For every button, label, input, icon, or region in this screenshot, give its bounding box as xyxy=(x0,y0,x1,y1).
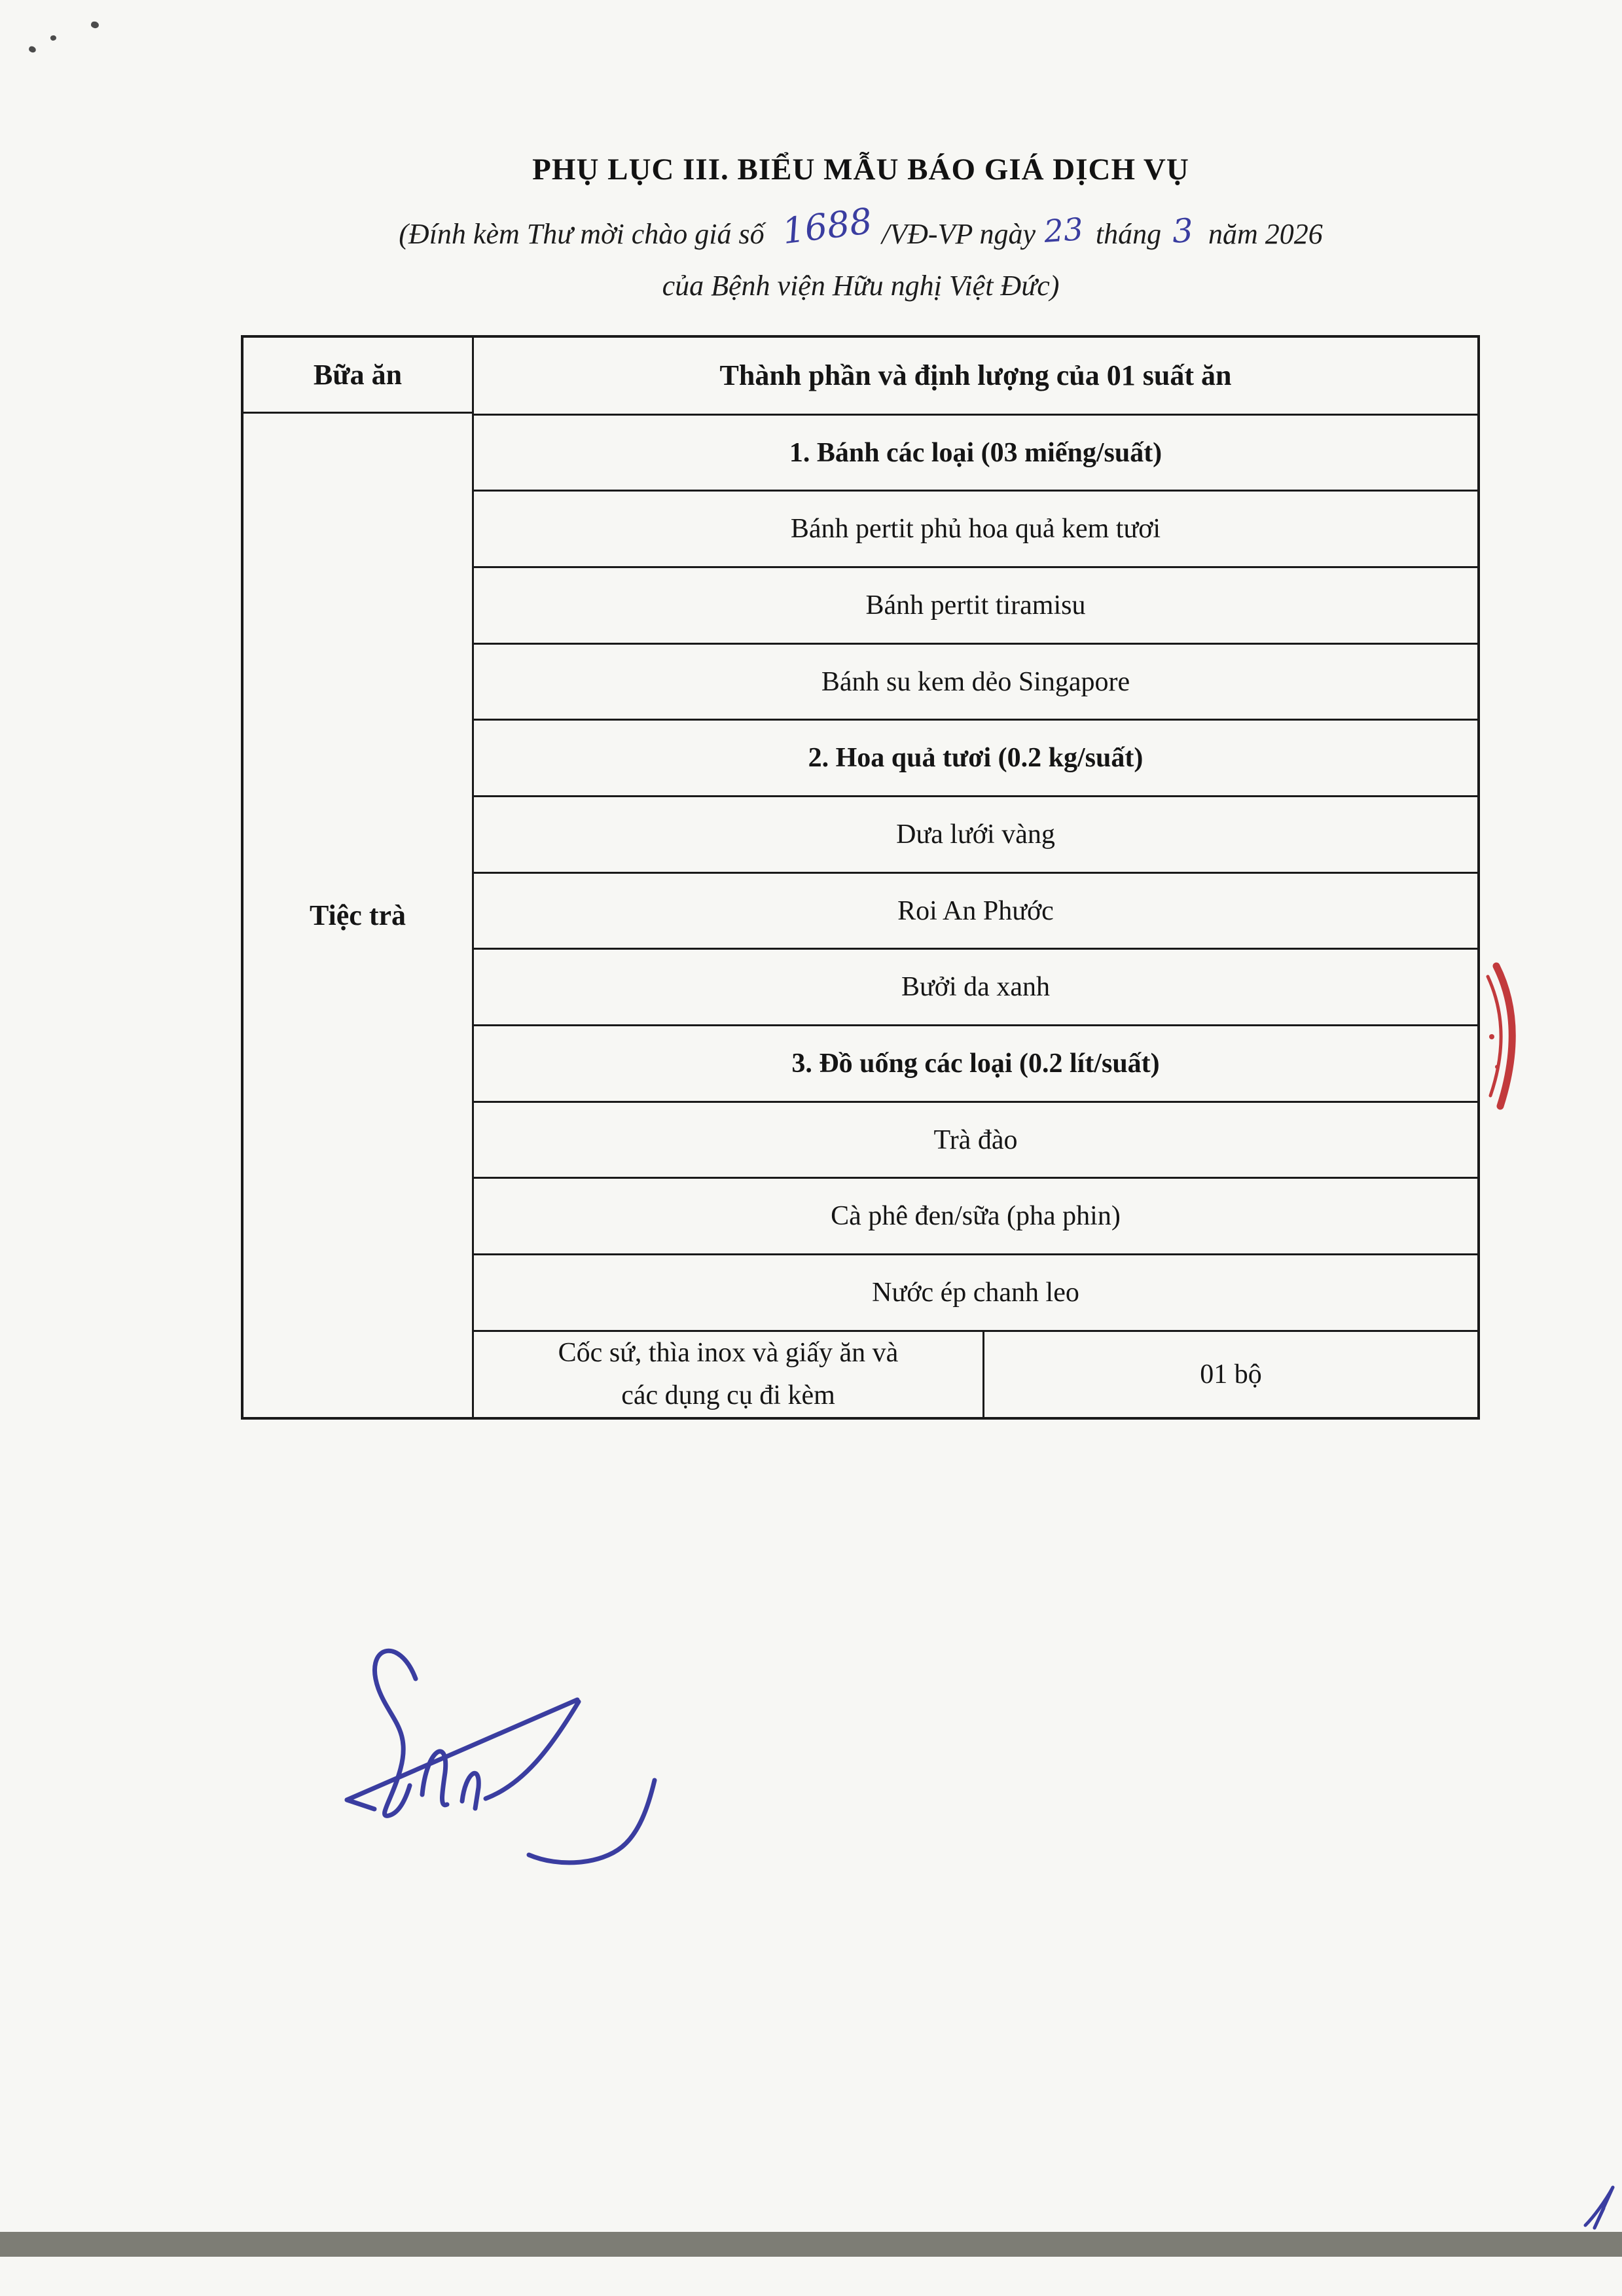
table-row: Trà đào xyxy=(474,1101,1477,1177)
document-header xyxy=(99,152,1622,302)
table-footer-row xyxy=(474,1330,1477,1417)
table-row: 1. Bánh các loại (03 miếng/suất) xyxy=(474,414,1477,490)
utensils-line-2: các dụng cụ đi kèm xyxy=(621,1380,835,1410)
subtitle-suffix: năm 2026 xyxy=(1208,218,1323,250)
handwritten-doc-number: 1688 xyxy=(780,200,874,253)
table-row: 3. Đồ uống các loại (0.2 lít/suất) xyxy=(474,1024,1477,1101)
meal-column xyxy=(243,338,474,1417)
subtitle-line-2: của Bệnh viện Hữu nghị Việt Đức) xyxy=(662,270,1060,302)
subtitle-thang: tháng xyxy=(1095,218,1162,250)
table-row: Cà phê đen/sữa (pha phin) xyxy=(474,1177,1477,1253)
subtitle-line-1 xyxy=(99,200,1622,253)
table-row: Roi An Phước xyxy=(474,872,1477,948)
red-bracket-mark xyxy=(1477,957,1537,1127)
scan-edge-band xyxy=(0,2232,1622,2257)
table-row: Bánh pertit tiramisu xyxy=(474,566,1477,643)
table-row: Dưa lưới vàng xyxy=(474,795,1477,872)
table-row: Bánh su kem dẻo Singapore xyxy=(474,643,1477,719)
page-title: PHỤ LỤC III. BIỂU MẪU BÁO GIÁ DỊCH VỤ xyxy=(532,152,1189,187)
table-header-composition: Thành phần và định lượng của 01 suất ăn xyxy=(719,359,1232,392)
table-header-meal: Bữa ăn xyxy=(243,338,472,414)
utensils-line-1: Cốc sứ, thìa inox và giấy ăn và xyxy=(558,1337,899,1368)
table-row: Bánh pertit phủ hoa quả kem tươi xyxy=(474,490,1477,566)
meal-name-cell: Tiệc trà xyxy=(309,899,406,931)
scan-speck xyxy=(50,35,57,41)
handwritten-month: 3 xyxy=(1171,211,1195,251)
scan-speck xyxy=(90,21,99,29)
composition-column xyxy=(474,338,1477,1417)
signature-ink xyxy=(308,1590,727,1892)
table-row: Nước ép chanh leo xyxy=(474,1253,1477,1330)
subtitle-middle: /VĐ-VP ngày xyxy=(882,218,1036,250)
quantity-cell: 01 bộ xyxy=(1200,1359,1262,1390)
corner-pen-mark xyxy=(1581,2183,1622,2232)
handwritten-day: 23 xyxy=(1043,211,1085,251)
table-row: Bưởi da xanh xyxy=(474,948,1477,1024)
quotation-table xyxy=(241,335,1480,1420)
utensils-cell xyxy=(474,1332,984,1417)
table-row: 2. Hoa quả tươi (0.2 kg/suất) xyxy=(474,719,1477,795)
subtitle-prefix: (Đính kèm Thư mời chào giá số xyxy=(399,218,765,250)
scan-speck xyxy=(28,45,37,53)
